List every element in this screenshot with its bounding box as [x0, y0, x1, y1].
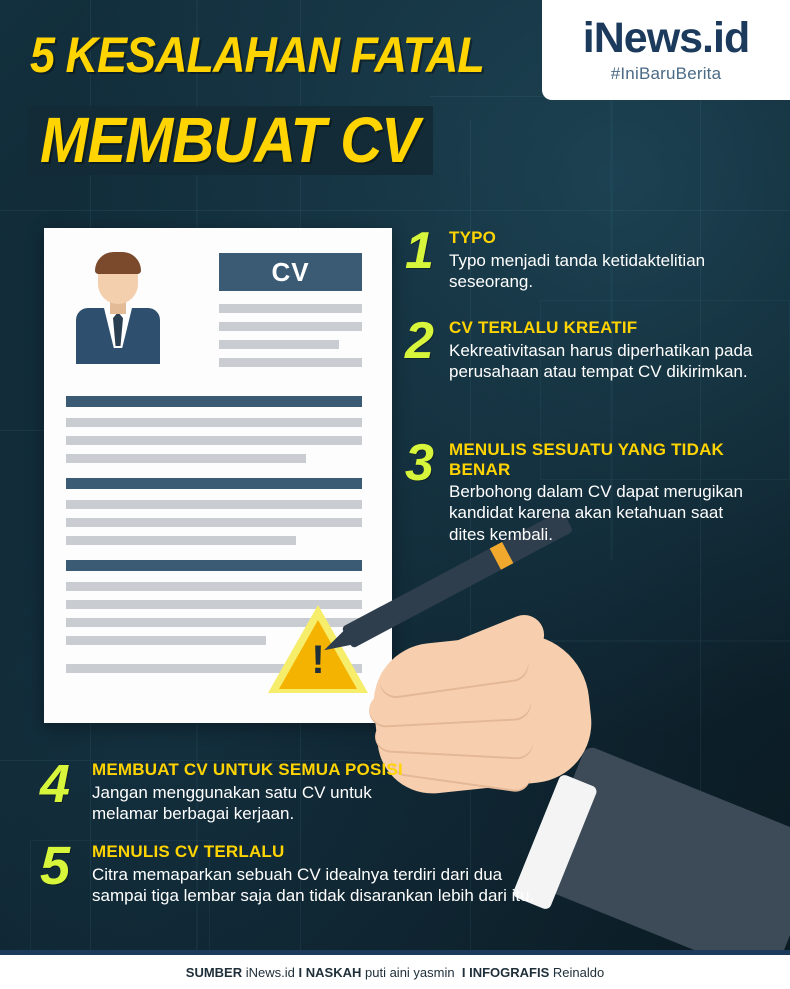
item-title: CV TERLALU KREATIF — [449, 318, 638, 337]
brand-tagline: #IniBaruBerita — [610, 63, 722, 83]
item-title: TYPO — [449, 228, 497, 247]
list-item — [40, 836, 552, 906]
cv-title-box — [219, 253, 362, 291]
list-item — [405, 434, 749, 545]
footer-separator-1: I — [298, 964, 303, 980]
footer-separator-2: I — [461, 964, 466, 980]
item-number: 2 — [405, 312, 434, 370]
item-title: MENULIS CV TERLALU — [92, 842, 285, 861]
footer-source-value: iNews.id — [245, 964, 295, 980]
item-body: Jangan menggunakan satu CV untuk melamar berbagai kerjaan. — [92, 782, 372, 823]
avatar — [68, 250, 168, 370]
headline-line-2: MEMBUAT CV — [40, 104, 419, 177]
item-number: 5 — [40, 836, 71, 896]
footer-credits — [0, 955, 790, 989]
brand-logo — [542, 0, 790, 100]
item-number: 1 — [405, 222, 434, 280]
item-number: 4 — [40, 754, 71, 814]
footer-designer-value: Reinaldo — [552, 964, 605, 980]
footer-designer-label: INFOGRAFIS — [469, 964, 550, 980]
item-body: Typo menjadi tanda ketidaktelitian seseorang. — [449, 250, 706, 291]
item-body: Citra memaparkan sebuah CV idealnya terdiri dari dua sampai tiga lembar saja dan tidak disarankan lebih dari itu. — [92, 864, 535, 905]
footer-writer-value: puti aini yasmin — [365, 964, 455, 980]
headline-line-1: 5 KESALAHAN FATAL — [30, 26, 484, 84]
brand-name: iNews.id — [582, 13, 750, 62]
footer-source-label: SUMBER — [185, 964, 243, 980]
item-title: MENULIS SESUATU YANG TIDAK BENAR — [449, 440, 725, 479]
headline-line-2-container — [28, 106, 433, 175]
footer-writer-label: NASKAH — [305, 964, 362, 980]
list-item — [40, 754, 432, 824]
item-body: Berbohong dalam CV dapat merugikan kandidat karena akan ketahuan saat dites kembali. — [449, 482, 743, 544]
warning-exclamation: ! — [311, 638, 325, 682]
list-item — [405, 312, 769, 382]
cv-title-label: CV — [271, 256, 310, 287]
item-body: Kekreativitasan harus diperhatikan pada perusahaan atau tempat CV dikirimkan. — [449, 340, 753, 381]
item-title: MEMBUAT CV UNTUK SEMUA POSISI — [92, 760, 403, 779]
list-item — [405, 222, 749, 292]
item-number: 3 — [405, 434, 434, 492]
